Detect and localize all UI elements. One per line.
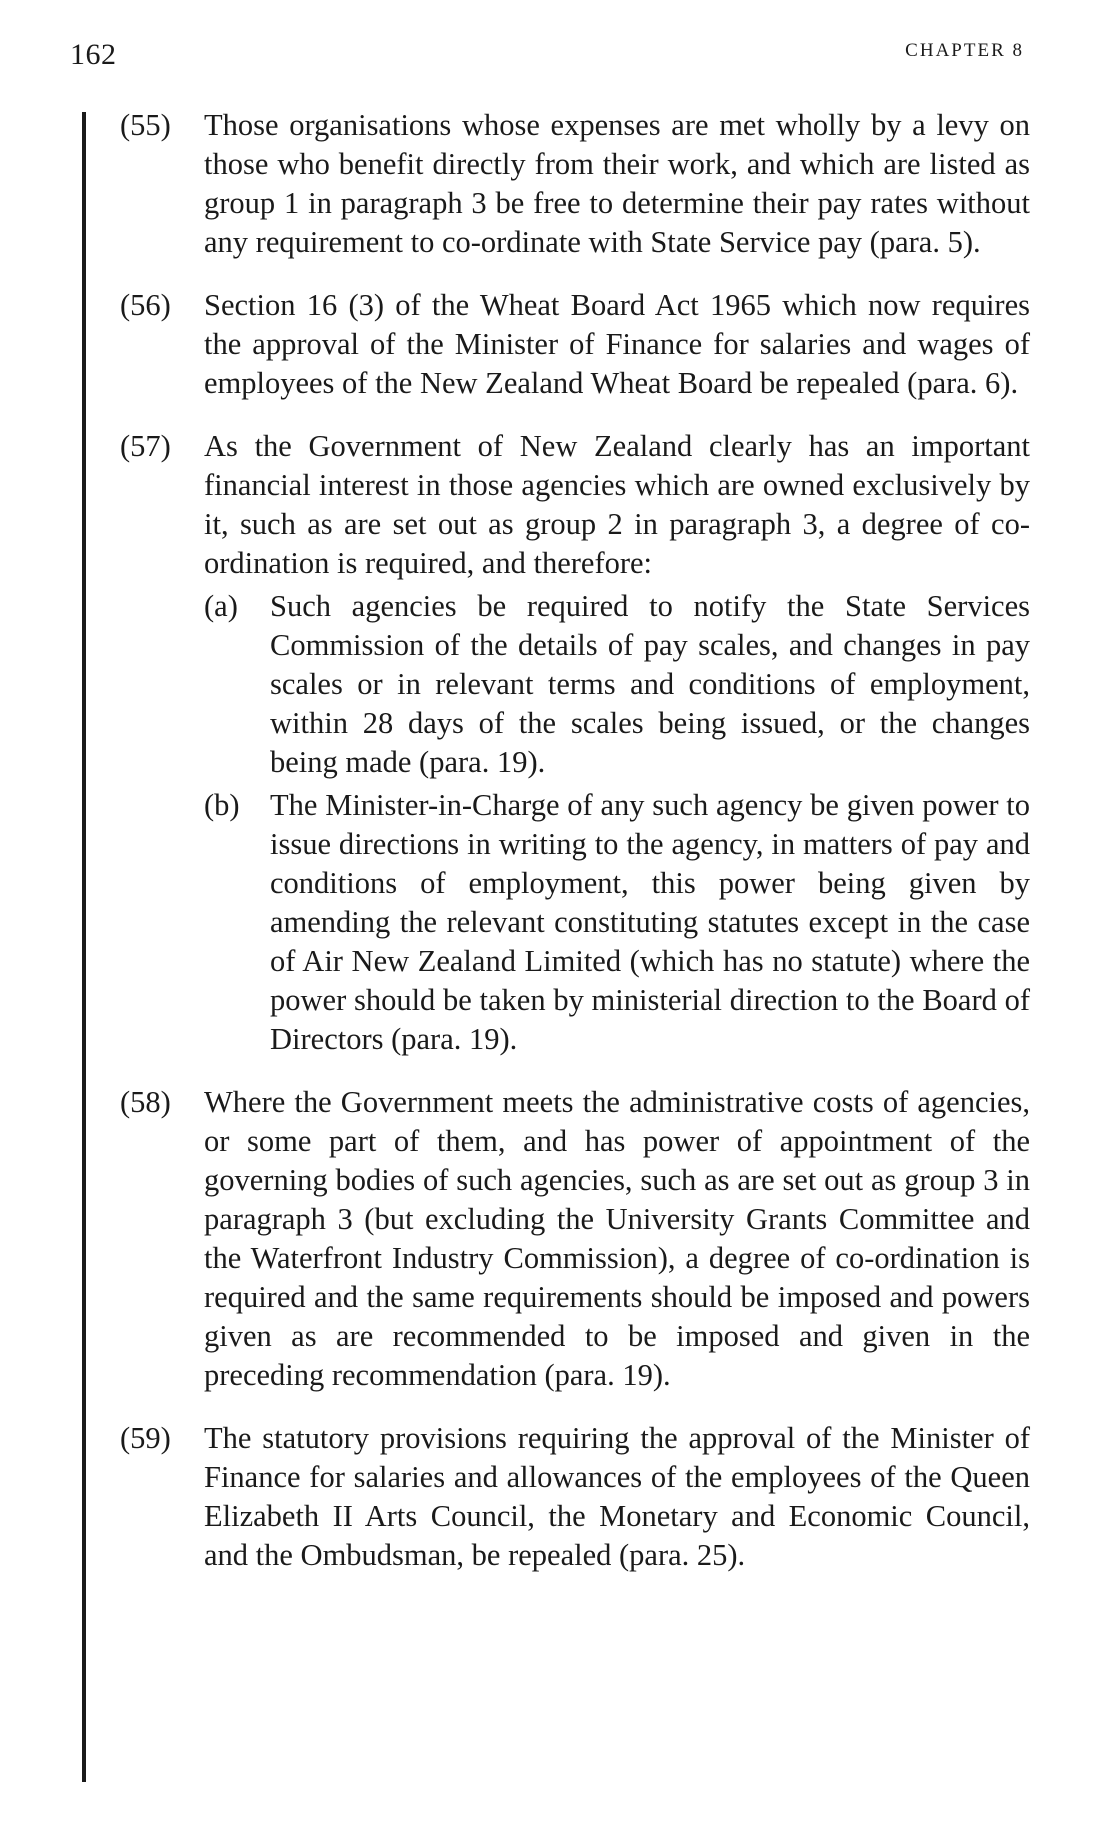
subitem-label: (a) [204,589,238,623]
subitem-label: (b) [204,788,240,822]
page-number: 162 [70,38,117,71]
recommendations-list [120,106,1030,1599]
subitem-b [204,786,1030,1059]
recommendation-text: As the Government of New Zealand clearly has an important financial interest in those agencies which are owned exclusively by it, such as are set out as group 2 in paragraph 3, a degree of co-ordination is required, and therefore: [204,429,1030,580]
recommendation-number: (57) [120,429,171,463]
subitem-a [204,587,1030,782]
chapter-heading: CHAPTER 8 [905,40,1024,61]
recommendation-text: Section 16 (3) of the Wheat Board Act 1965 which now requires the approval of the Minister of Finance for salaries and wages of employees of the New Zealand Wheat Board be repealed (para. 6). [204,288,1030,400]
recommendation-57 [120,427,1030,1059]
subitem-text: Such agencies be required to notify the State Services Commission of the details of pay scales, and changes in pay scales or in relevant terms and conditions of employment, within 28 days of the scales being issued, or the changes being made (para. 19). [270,589,1030,779]
recommendation-number: (55) [120,108,171,142]
recommendation-58 [120,1083,1030,1395]
recommendation-59 [120,1419,1030,1575]
recommendation-text: Where the Government meets the administrative costs of agencies, or some part of them, and has power of appointment of the governing bodies of such agencies, such as are set out as group 3 in paragraph 3 (but excluding the University Grants Committee and the Waterfront Industry Commission), a degree of co-ordination is required and the same requirements should be imposed and powers given as are recommended to be imposed and given in the preceding recommendation (para. 19). [204,1085,1030,1392]
margin-rule [82,112,86,1782]
recommendation-56 [120,286,1030,403]
recommendation-number: (59) [120,1421,171,1455]
subitem-text: The Minister-in-Charge of any such agency be given power to issue directions in writing to the agency, in matters of pay and conditions of employment, this power being given by amending the relevant constituting statutes except in the case of Air New Zealand Limited (which has no statute) where the power should be taken by ministerial direction to the Board of Directors (para. 19). [270,788,1030,1056]
recommendation-number: (56) [120,288,171,322]
recommendation-55 [120,106,1030,262]
recommendation-number: (58) [120,1085,171,1119]
recommendation-text: The statutory provisions requiring the approval of the Minister of Finance for salaries and allowances of the employees of the Queen Elizabeth II Arts Council, the Monetary and Economic Council, and the Ombudsman, be repealed (para. 25). [204,1421,1030,1572]
recommendation-text: Those organisations whose expenses are met wholly by a levy on those who benefit directly from their work, and which are listed as group 1 in paragraph 3 be free to determine their pay rates without any requirement to co-ordinate with State Service pay (para. 5). [204,108,1030,259]
